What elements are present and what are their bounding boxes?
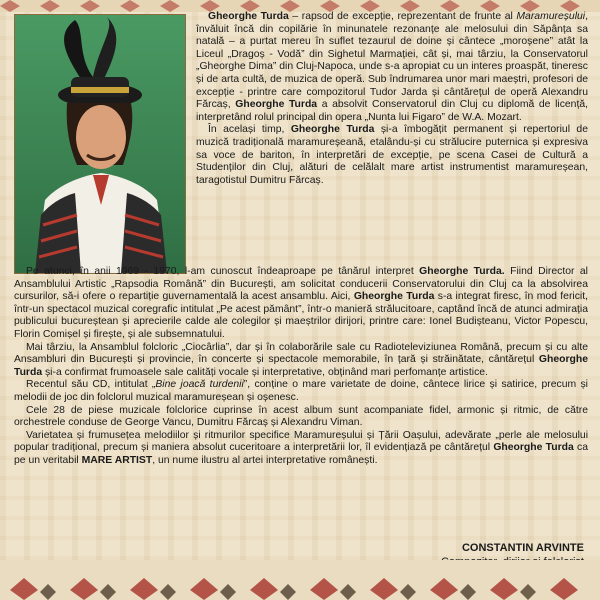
portrait-photo xyxy=(14,14,186,274)
artist-name: Gheorghe Turda. xyxy=(419,266,505,277)
text: Pe atunci, în anii 1969 - 1970, l-am cunoscut îndeaproape pe tânărul interpret xyxy=(26,266,420,277)
main-text-column xyxy=(14,266,588,468)
artist-name: Gheorghe Turda xyxy=(208,11,289,22)
paragraph-5 xyxy=(14,379,588,404)
text: Varietatea și frumusețea melodiilor și ritmurilor specifice Maramureșului și Țării Oașului, adevărate „perle ale melosului popular tradițional, precum și maniera absolut cuceritoare a interpretării lor, îl evidențiază pe cântărețul xyxy=(14,429,588,454)
text: și-a confirmat frumoasele sale calități vocale și interpretative, obținând mari perfomanțe artistice. xyxy=(42,366,488,378)
text: a absolvit Conservatorul din Cluj cu diplomă de licență, interpretând rolul principal din opera „Nunta lui Figaro” de W.A. Mozart. xyxy=(196,99,589,123)
paragraph-2 xyxy=(196,124,588,187)
artist-name: Gheorghe Turda xyxy=(235,99,318,111)
text: În același timp, xyxy=(208,124,291,136)
emphasis: MARE ARTIST xyxy=(81,454,153,466)
paragraph-4 xyxy=(14,342,588,380)
text: Fiind Director al Ansamblului Artistic „Rapsodia Română” din București, am solicitat conducerii Conservatorului din Cluj ca la absolvirea cursurilor, să-i ofere o repartiție guvernamentală la acest ansamblu. Aici, xyxy=(14,266,588,303)
paragraph-6 xyxy=(14,405,588,430)
region-name: Maramureșului xyxy=(516,11,586,22)
text: ”, conține o mare varietate de doine, cântece lirice și satirice, precum și melodii de joc din folclorul muzical maramureșean și oșenesc. xyxy=(14,379,588,403)
text: s-a integrat firesc, în mod fericit, într-un spectacol muzical coregrafic intitulat „Pe acest pământ”, într-o manieră strălucitoare, captând încă de atunci admirația publicului bucureștean și aprecierile calde ale colegilor și maeștrilor dirijori, printre care: Ionel Budișteanu, Victor Popescu, Florin Comișel și firește, și ale subsemnatului. xyxy=(14,291,588,340)
text: Recentul său CD, intitulat „ xyxy=(26,379,156,391)
text: Mai târziu, la Ansamblul folcloric „Ciocârlia”, dar și în colaborările sale cu Radioteleviziunea Română, precum și cu alte Ansambluri din București și provincie, în concerte și spectacole memorabile, în țară și străinătate, cântărețul xyxy=(14,341,588,366)
text: Cele 28 de piese muzicale folclorice cuprinse în acest album sunt acompaniate fidel, armonic și ritmic, de către orchestrele conduse de George Vancu, Dumitru Fărcaș și Alexandru Viman. xyxy=(14,404,588,429)
artist-name: Gheorghe Turda xyxy=(14,354,588,378)
text: , învăluit încă din copilărie în minunatele rezonanțe ale melosului din Săpânța sa natală – a purtat mereu în suflet tezaurul de doine și cântece „moroșene” atât la Liceul „Dragoș - Vodă” din Sighetul Marmației, cât și, mai târziu, la Conservatorul „Gheorghe Dima” din Cluj-Napoca, unde s-a apropiat cu un interes proaspăt, tineresc și de arta cultă, de muzica de operă. Sub îndrumarea unor mari maeștri, profesori de excepție - printre care compozitorul Tudor Jarda și cântărețul de operă Alexandru Fărcaș, xyxy=(196,11,588,111)
signature-name: CONSTANTIN ARVINTE xyxy=(461,542,584,554)
paragraph-3 xyxy=(14,266,588,342)
text: – rapsod de excepție, reprezentant de frunte al xyxy=(288,11,517,22)
portrait-icon xyxy=(15,15,185,273)
artist-name: Gheorghe Turda xyxy=(353,291,435,303)
paragraph-1 xyxy=(196,11,588,124)
bottom-ornamental-border xyxy=(0,560,600,600)
artist-name: Gheorghe Turda xyxy=(290,124,375,136)
artist-name: Gheorghe Turda xyxy=(493,442,574,454)
intro-text-column xyxy=(196,11,588,187)
text: ca pe un veritabil xyxy=(14,442,588,466)
text: și-a îmbogățit permanent și repertoriul de muzică tradițională maramureșeană, etalându-și cu strălucire puternica și expresiva sa voce de bariton, în interpretări de excepție, pe scena Casei de Cultură a Studenților din Cluj, alături de celălalt mare artist instrumentist maramureșean, taragotistul Dumitru Fărcaș. xyxy=(196,124,588,186)
text: , un nume ilustru al artei interpretative românești. xyxy=(152,454,378,466)
paragraph-7 xyxy=(14,430,588,468)
album-title: Bine joacă turdenii xyxy=(155,379,244,391)
